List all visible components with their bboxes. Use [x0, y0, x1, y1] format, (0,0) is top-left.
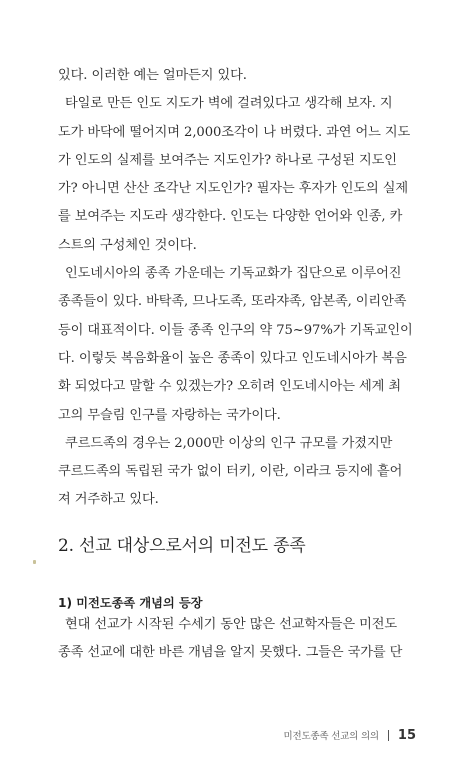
text-line: 고의 무슬림 인구를 자랑하는 국가이다. — [58, 407, 281, 423]
text-line: 도가 바닥에 떨어지며 2,000조각이 나 버렸다. 과연 어느 지도 — [58, 124, 411, 140]
paragraph-first-line: 타일로 만든 인도 지도가 벽에 걸려있다고 생각해 보자. 지 — [65, 96, 393, 112]
text-line: 등이 대표적이다. 이들 종족 인구의 약 75~97%가 기독교인이 — [58, 322, 413, 338]
paragraph-first-line: 쿠르드족의 경우는 2,000만 이상의 인구 규모를 가졌지만 — [65, 435, 393, 451]
text-line: 종족 선교에 대한 바른 개념을 알지 못했다. 그들은 국가를 단 — [58, 645, 403, 661]
running-title: 미전도종족 선교의 의의 — [283, 731, 379, 742]
margin-mark — [33, 560, 36, 564]
text-line: 종족들이 있다. 바탁족, 므나도족, 또라쟈족, 암본족, 이리안족 — [58, 294, 407, 310]
paragraph-first-line: 인도네시아의 종족 가운데는 기독교화가 집단으로 이루어진 — [65, 266, 402, 282]
body-text-block — [58, 62, 418, 515]
paragraph-first-line: 현대 선교가 시작된 수세기 동안 많은 선교학자들은 미전도 — [65, 617, 397, 632]
page-number: 15 — [397, 727, 416, 743]
page-footer — [283, 725, 416, 745]
text-line: 다. 이렇듯 복음화율이 높은 종족이 있다고 인도네시아가 복음 — [58, 350, 407, 366]
text-line: 있다. 이러한 예는 얼마든지 있다. — [58, 68, 247, 83]
text-line: 가 인도의 실제를 보여주는 지도인가? 하나로 구성된 지도인 — [58, 152, 397, 168]
text-line: 져 거주하고 있다. — [58, 492, 159, 508]
section-heading: 2. 선교 대상으로서의 미전도 종족 — [58, 536, 306, 556]
sub-heading: 1) 미전도종족 개념의 등장 — [58, 596, 203, 610]
text-line: 스트의 구성체인 것이다. — [58, 237, 197, 253]
text-line: 가? 아니면 산산 조각난 지도인가? 필자는 후자가 인도의 실제 — [58, 181, 409, 197]
text-line: 를 보여주는 지도라 생각한다. 인도는 다양한 언어와 인종, 카 — [58, 209, 403, 225]
text-line: 쿠르드족의 독립된 국가 없이 터키, 이란, 이라크 등지에 흩어 — [58, 464, 403, 480]
text-line: 화 되었다고 말할 수 있겠는가? 오히려 인도네시아는 세계 최 — [58, 379, 402, 395]
footer-divider — [388, 730, 389, 741]
body-text-block — [58, 611, 418, 668]
